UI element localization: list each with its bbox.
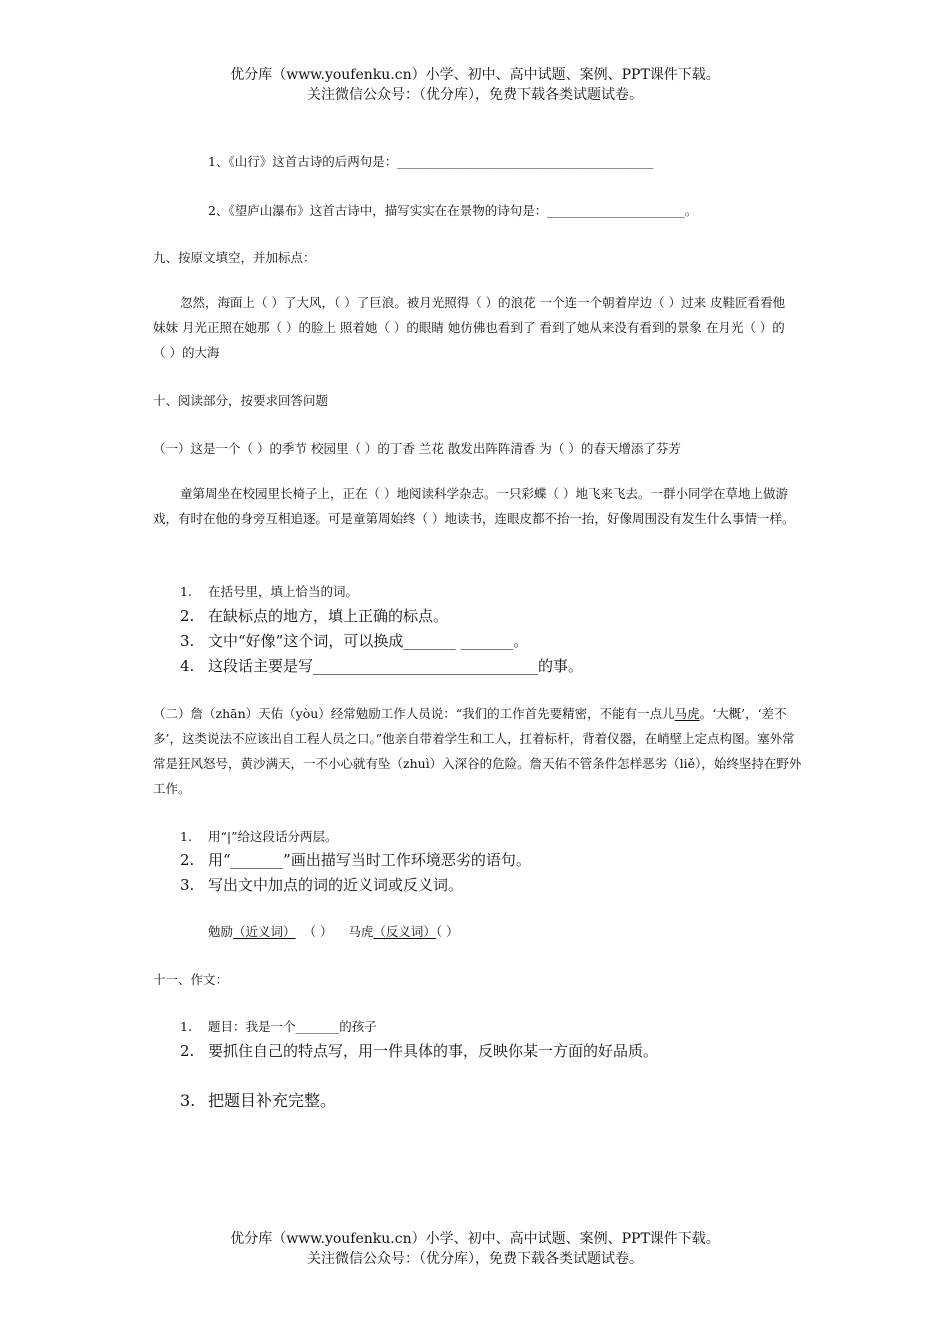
part-1-question-4 bbox=[180, 655, 583, 676]
antonym-tag: （反义词） bbox=[373, 924, 436, 939]
punctuation: 。 bbox=[513, 632, 529, 650]
item-number: 3. bbox=[180, 1091, 196, 1110]
part-1-question-3 bbox=[180, 630, 528, 651]
question-text: 在括号里，填上恰当的词。 bbox=[208, 584, 359, 599]
footer-line-1: 优分库（www.youfenku.cn）小学、初中、高中试题、案例、PPT课件下载。 bbox=[230, 1231, 720, 1247]
part-1-question-2 bbox=[180, 605, 448, 626]
answer-blank: ______________________ bbox=[547, 203, 685, 218]
answer-paren: （ ） bbox=[303, 924, 333, 939]
question-number: 3. bbox=[180, 876, 195, 894]
question-text: 用“ bbox=[208, 851, 231, 869]
question-number: 4. bbox=[180, 657, 195, 675]
question-text: 文中“好像”这个词，可以换成 bbox=[208, 632, 404, 650]
question-text: 写出文中加点的词的近义词或反义词。 bbox=[208, 876, 464, 894]
poem-question-2-text: 2、《望庐山瀑布》这首古诗中，描写实实在在景物的诗句是： bbox=[208, 203, 548, 218]
question-text: 这段话主要是写 bbox=[208, 657, 314, 675]
question-number: 1. bbox=[180, 829, 192, 844]
synonym-antonym-line bbox=[208, 922, 459, 940]
question-text: 在缺标点的地方，填上正确的标点。 bbox=[208, 607, 449, 625]
dotted-word-mahu: 马虎 bbox=[674, 706, 700, 721]
part-2-text-b: 。‘大概’，‘差不多’，这类说法不应该出自工程人员之口。”他亲自带着学生和工人，扛着标杆，背着仪器，在峭壁上定点构图。塞外常常是狂风怒号，黄沙满天，一不小心就有坠（zhuì）入深谷的危险。詹天佑不管条件怎样恶劣（liě），始终坚持在野外工作。 bbox=[153, 706, 802, 796]
question-text: 用“|”给这段话分两层。 bbox=[208, 829, 338, 844]
answer-blank: ______________________________ bbox=[313, 657, 539, 675]
header-line-2: 关注微信公众号：（优分库），免费下载各类试题试卷。 bbox=[307, 87, 643, 103]
answer-blank: _________________________________________ bbox=[397, 154, 654, 169]
section-11-title: 十一、作文： bbox=[153, 972, 229, 987]
part-2-text-a: （二）詹（zhān）天佑（yòu）经常勉励工作人员说：“我们的工作首先要精密，不能有一点儿 bbox=[153, 706, 675, 721]
item-text: 题目：我是一个 bbox=[208, 1019, 296, 1034]
item-text-end: 的孩子 bbox=[339, 1019, 377, 1034]
question-text-end: ”画出描写当时工作环境恶劣的语句。 bbox=[283, 851, 531, 869]
footer-line-2: 关注微信公众号：（优分库），免费下载各类试题试卷。 bbox=[307, 1251, 643, 1267]
synonym-tag: （近义词） bbox=[233, 924, 296, 939]
question-number: 2. bbox=[180, 607, 195, 625]
question-number: 1. bbox=[180, 584, 192, 599]
answer-paren: （ ） bbox=[435, 924, 459, 939]
punctuation: 。 bbox=[684, 203, 698, 218]
header-line-1: 优分库（www.youfenku.cn）小学、初中、高中试题、案例、PPT课件下载。 bbox=[230, 67, 720, 83]
composition-item-1 bbox=[180, 1017, 377, 1035]
section-9-paragraph: 忽然，海面上（ ）了大风，（ ）了巨浪。被月光照得（ ）的浪花 一个连一个朝着岸边（ ）过来 皮鞋匠看看他妹妹 月光正照在她那（ ）的脸上 照着她（ ）的眼睛 她仿佛也看到了 看到了她从来没有看到的景象 在月光（ ）的（ ）的大海 bbox=[153, 295, 786, 360]
item-text: 把题目补充完整。 bbox=[208, 1091, 337, 1110]
composition-item-2 bbox=[180, 1040, 658, 1061]
word-mahu: 马虎 bbox=[348, 924, 374, 939]
answer-blank: _______ bbox=[230, 851, 284, 869]
item-number: 1. bbox=[180, 1019, 192, 1034]
item-text: 要抓住自己的特点写，用一件具体的事，反映你某一方面的好品质。 bbox=[208, 1042, 659, 1060]
part-1-question-1 bbox=[180, 582, 358, 600]
section-10-title: 十、阅读部分，按要求回答问题 bbox=[153, 393, 329, 408]
answer-blank: _______ bbox=[403, 632, 456, 650]
poem-question-1-text: 1、《山行》这首古诗的后两句是： bbox=[208, 154, 398, 169]
section-9-title: 九、按原文填空，并加标点： bbox=[153, 250, 316, 265]
answer-blank: _______ bbox=[460, 632, 514, 650]
part-2-question-2 bbox=[180, 849, 531, 870]
composition-item-3 bbox=[180, 1088, 336, 1111]
part-2-paragraph bbox=[153, 701, 803, 801]
question-text-end: 的事。 bbox=[538, 657, 584, 675]
part-2-question-3 bbox=[180, 874, 463, 895]
question-number: 3. bbox=[180, 632, 195, 650]
item-number: 2. bbox=[180, 1042, 195, 1060]
question-number: 2. bbox=[180, 851, 195, 869]
poem-question-1 bbox=[208, 152, 653, 170]
word-mianli: 勉励 bbox=[208, 924, 234, 939]
part-1-paragraph: 童第周坐在校园里长椅子上，正在（ ）地阅读科学杂志。一只彩蝶（ ）地飞来飞去。一群小同学在草地上做游戏，有时在他的身旁互相追逐。可是童第周始终（ ）地读书，连眼皮都不抬一抬，好像周围没有发生什么事情一样。 bbox=[153, 486, 795, 526]
answer-blank: _______ bbox=[295, 1019, 340, 1034]
poem-question-2 bbox=[208, 201, 697, 219]
part-1-intro: （一）这是一个（ ）的季节 校园里（ ）的丁香 兰花 散发出阵阵清香 为（ ）的春天增添了芬芳 bbox=[153, 441, 681, 456]
part-2-question-1 bbox=[180, 827, 338, 845]
